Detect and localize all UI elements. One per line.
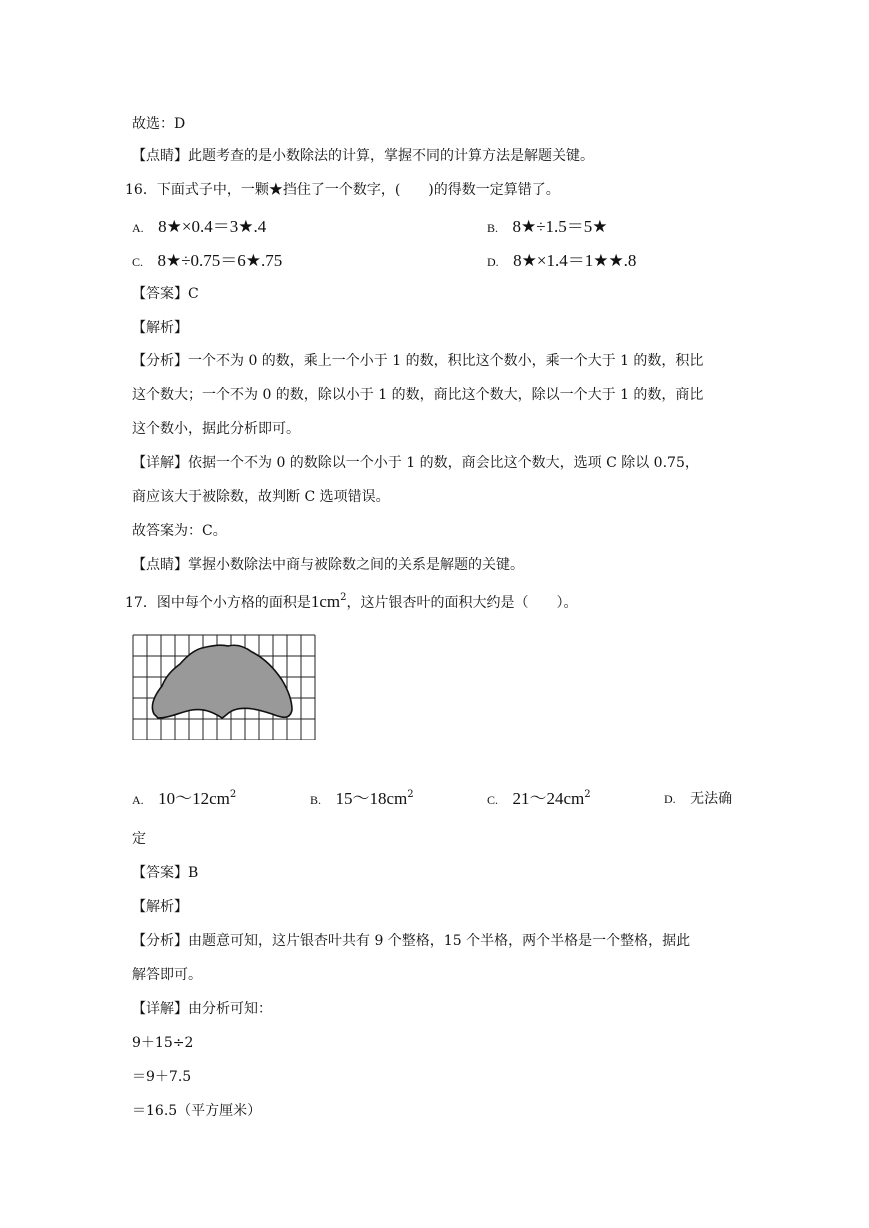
q17-stem — [125, 592, 577, 613]
option-expression: 8★÷1.5＝5★ — [512, 217, 608, 236]
option-label: A. — [132, 793, 144, 807]
option-label: C. — [487, 793, 499, 807]
prev-choice-line: 故选：D — [132, 116, 186, 132]
q16-final-answer: 故答案为：C。 — [132, 523, 227, 539]
q17-stem-text-b: ，这片银杏叶的面积大约是（ ）。 — [346, 595, 578, 611]
q17-analysis-title: 【解析】 — [132, 899, 188, 915]
q16-detail-line-1: 【详解】依据一个不为 0 的数除以一个小于 1 的数，商会比这个数大，选项 C 除以 0.75， — [132, 455, 699, 471]
option-sup: 2 — [584, 789, 591, 800]
q16-analysis-line-3: 这个数小，据此分析即可。 — [132, 421, 300, 437]
q16-option-c — [132, 251, 282, 272]
q17-option-a — [132, 789, 236, 810]
option-label: B. — [487, 221, 499, 235]
option-expression: 8★÷0.75＝6★.75 — [157, 251, 283, 270]
option-sup: 2 — [407, 789, 414, 800]
q17-analysis-line-2: 解答即可。 — [132, 967, 202, 983]
option-expression: 15～18cm — [335, 789, 408, 808]
option-label: D. — [487, 255, 499, 269]
option-expression: 8★×1.4＝1★★.8 — [513, 251, 637, 270]
q16-comment: 【点睛】掌握小数除法中商与被除数之间的关系是解题的关键。 — [132, 557, 524, 573]
q16-option-a — [132, 217, 266, 238]
q16-option-d — [487, 251, 636, 272]
q17-stem-unit: 1cm — [310, 592, 341, 611]
option-expression: 10～12cm — [158, 789, 230, 808]
prev-comment: 【点睛】此题考查的是小数除法的计算，掌握不同的计算方法是解题关键。 — [132, 148, 594, 164]
option-label: D. — [664, 792, 676, 806]
q17-answer: 【答案】B — [132, 865, 199, 881]
q17-option-b — [310, 789, 414, 810]
q17-stem-text-a: 17．图中每个小方格的面积是 — [125, 595, 311, 611]
q16-analysis-line-2: 这个数大；一个不为 0 的数，除以小于 1 的数，商比这个数大，除以一个大于 1 的数，商比 — [132, 387, 704, 403]
q17-option-d — [664, 789, 732, 809]
q17-stem-sup: 2 — [340, 592, 347, 603]
q17-option-d-wrap: 定 — [132, 831, 146, 847]
option-expression: 8★×0.4＝3★.4 — [158, 217, 267, 236]
q16-analysis-line-1: 【分析】一个不为 0 的数，乘上一个小于 1 的数，积比这个数小，乘一个大于 1 的数，积比 — [132, 353, 704, 369]
option-expression: 21～24cm — [512, 789, 585, 808]
q17-calc-line-3: ＝16.5（平方厘米） — [132, 1103, 262, 1119]
q16-answer: 【答案】C — [132, 286, 199, 302]
option-sup: 2 — [229, 789, 237, 800]
option-label: C. — [132, 255, 144, 269]
q17-calc-line-1: 9＋15÷2 — [132, 1035, 194, 1051]
q17-analysis-line-1: 【分析】由题意可知，这片银杏叶共有 9 个整格，15 个半格，两个半格是一个整格，据此 — [132, 933, 691, 949]
q16-detail-line-2: 商应该大于被除数，故判断 C 选项错误。 — [132, 489, 390, 505]
q16-stem: 16．下面式子中，一颗★挡住了一个数字，( )的得数一定算错了。 — [125, 182, 560, 198]
ginkgo-leaf-grid-figure — [132, 634, 318, 740]
option-expression: 无法确 — [690, 791, 733, 807]
q16-analysis-title: 【解析】 — [132, 320, 188, 336]
q17-detail: 【详解】由分析可知： — [132, 1001, 272, 1017]
option-label: B. — [310, 793, 322, 807]
option-label: A. — [132, 221, 144, 235]
q17-option-c — [487, 789, 591, 810]
q17-calc-line-2: ＝9＋7.5 — [132, 1069, 192, 1085]
q16-option-b — [487, 217, 608, 238]
